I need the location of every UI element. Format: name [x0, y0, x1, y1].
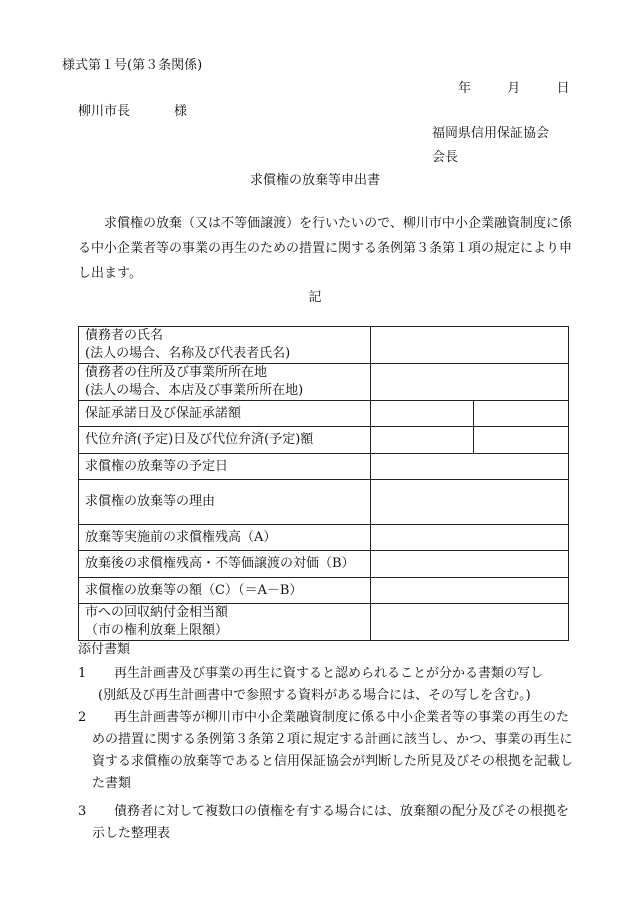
attachment-number: 2 [78, 710, 87, 725]
balance-after-field[interactable] [371, 551, 569, 578]
ki-heading: 記 [308, 290, 322, 305]
waiver-amount-field[interactable] [371, 578, 569, 604]
form-number: 様式第１号(第３条関係) [62, 58, 203, 73]
table-row [79, 480, 569, 525]
date-year-label: 年 [458, 81, 472, 96]
date-day-label: 日 [556, 81, 570, 96]
attachment-item [78, 801, 578, 845]
attachment-text: 再生計画書等が柳川市中小企業融資制度に係る中小企業者等の事業の再生のための措置に関する条例第３条第２項に規定する計画に該当し、かつ、事業の再生に資する求償権の放棄等であると信用保証協会が判断した所見及びその根拠を記載した書類 [92, 710, 574, 791]
row-label: 求償権の放棄等の予定日 [79, 454, 371, 480]
row-label: 保証承諾日及び保証承諾額 [79, 401, 371, 427]
attachment-number: 1 [78, 666, 87, 681]
attachment-note: (別紙及び再生計画書中で参照する資料がある場合には、その写しを含む。) [98, 688, 531, 703]
table-row [79, 327, 569, 364]
document-title: 求償権の放棄等申出書 [249, 173, 380, 188]
table-row [79, 454, 569, 480]
row-label: 求償権の放棄等の額（C）（＝A－B） [79, 578, 371, 604]
row-label: 求償権の放棄等の理由 [79, 480, 371, 525]
debtor-name-field[interactable] [371, 327, 569, 364]
date-line [458, 82, 570, 95]
row-label: 代位弁済(予定)日及び代位弁済(予定)額 [79, 427, 371, 454]
date-month-label: 月 [507, 81, 521, 96]
row-label: 放棄後の求償権残高・不等価譲渡の対価（B） [79, 551, 371, 578]
waiver-date-field[interactable] [371, 454, 569, 480]
table-row [79, 427, 569, 454]
debtor-address-field[interactable] [371, 364, 569, 401]
guarantee-amount-field[interactable] [474, 401, 569, 427]
table-row [79, 604, 569, 641]
balance-before-field[interactable] [371, 525, 569, 551]
addressee [78, 105, 187, 118]
table-row [79, 578, 569, 604]
sender-title: 会長 [432, 150, 459, 165]
addressee-name: 柳川市長 [78, 104, 131, 119]
subrogation-date-field[interactable] [371, 427, 474, 454]
row-label: 債務者の住所及び事業所所在地 (法人の場合、本店及び事業所所在地) [79, 364, 371, 401]
row-label: 市への回収納付金相当額 （市の権利放棄上限額） [79, 604, 371, 641]
table-row [79, 525, 569, 551]
request-statement: 求償権の放棄（又は不等価譲渡）を行いたいので、柳川市中小企業融資制度に係る中小企業者等の事業の再生のための措置に関する条例第３条第１項の規定により申し出ます。 [78, 216, 573, 281]
sender-organization: 福岡県信用保証協会 [432, 126, 550, 141]
row-label: 債務者の氏名 (法人の場合、名称及び代表者氏名) [79, 327, 371, 364]
waiver-reason-field[interactable] [371, 480, 569, 525]
attachments-heading: 添付書類 [78, 642, 131, 657]
table-row [79, 551, 569, 578]
attachment-number: 3 [78, 804, 87, 819]
row-label: 放棄等実施前の求償権残高（A） [79, 525, 371, 551]
guarantee-date-field[interactable] [371, 401, 474, 427]
addressee-suffix: 様 [174, 104, 188, 119]
attachment-item [78, 707, 578, 795]
attachment-text: 再生計画書及び事業の再生に資すると認められることが分かる書類の写し [114, 666, 544, 681]
subrogation-amount-field[interactable] [474, 427, 569, 454]
table-row [79, 364, 569, 401]
details-table [78, 326, 569, 641]
attachment-item [78, 663, 578, 707]
city-recovery-field[interactable] [371, 604, 569, 641]
attachment-text: 債務者に対して複数口の債権を有する場合には、放棄額の配分及びその根拠を示した整理表 [92, 804, 570, 841]
table-row [79, 401, 569, 427]
